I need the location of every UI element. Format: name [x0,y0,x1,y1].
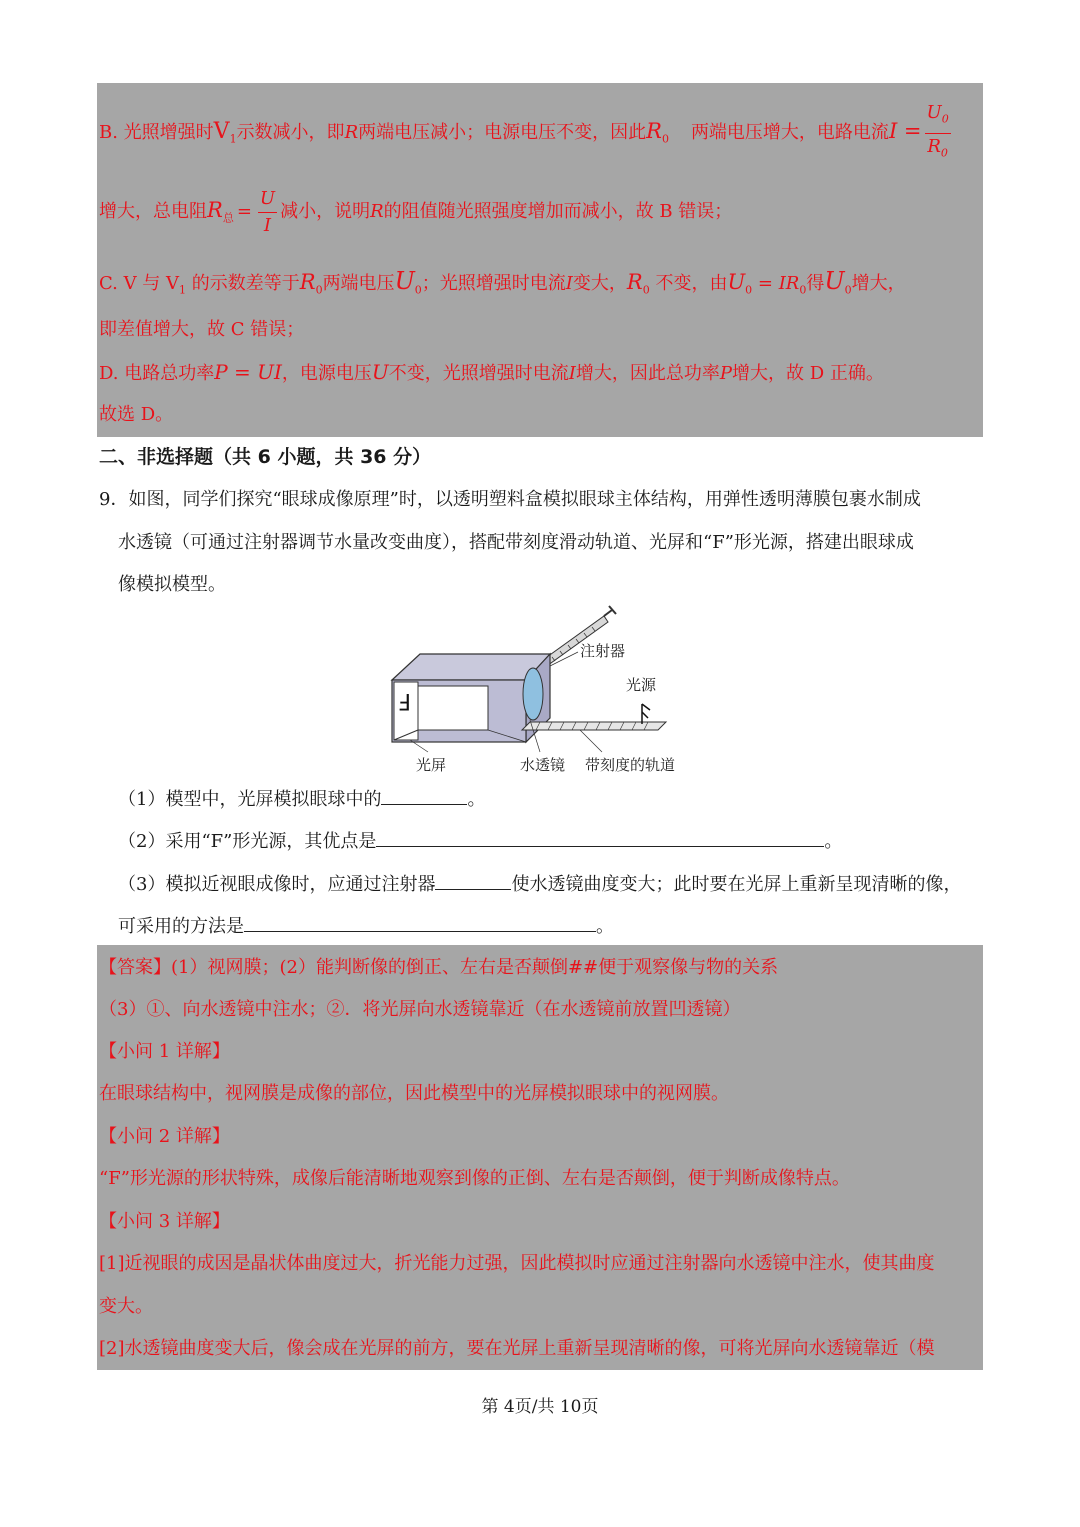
eye-model-figure [380,600,710,780]
graduated-track-illustration [522,722,666,730]
sub-question-3-line2: 可采用的方法是 。 [118,913,614,939]
detail3-text3: [2]水透镜曲度变大后，像会成在光屏的前方，要在光屏上重新呈现清晰的像，可将光屏向水透镜靠近（模 [99,1338,935,1359]
answer-d-line2: 故选 D。 [99,404,174,425]
resistance-fraction: $\frac{U}{I}$ [259,187,276,236]
sub-question-1: （1）模型中，光屏模拟眼球中的 。 [118,786,485,812]
answer-blank-2[interactable] [376,828,824,847]
question9-line3: 像模拟模型。 [118,574,226,595]
sub-question-2: （2）采用“F”形光源，其优点是 。 [118,828,842,854]
detail2-title: 【小问 2 详解】 [99,1126,230,1147]
page-footer: 第 4页/共 10页 [481,1397,599,1417]
label-track: 带刻度的轨道 [585,756,676,774]
answer-c-line1: C. V 与 $V_1$ 的示数差等于$R_0$两端电压$U_0$；光照增强时电流I变大，$R_0$ 不变，由$U_0 = IR_0$得$U_0$增大， [99,267,906,297]
answer-b-line1: B. 光照增强时$V_1$示数减小，即R两端电压减小；电源电压不变，因此$R_0$ 两端电压增大，电路电流I = $\frac{U_0}{R_0}$ [99,100,954,166]
answer-line1: 【答案】(1）视网膜；(2）能判断像的倒正、左右是否颠倒##便于观察像与物的关系 [99,957,779,978]
label-light-source: 光源 [626,676,657,694]
answer-blank-4[interactable] [244,913,596,932]
answer-b-line2: 增大，总电阻$R_总$ = $\frac{U}{I}$ 减小，说明R的阻值随光照强度增加而减小，故 B 错误； [99,185,732,244]
label-water-lens: 水透镜 [520,756,566,774]
detail2-text: “F”形光源的形状特殊，成像后能清晰地观察到像的正倒、左右是否颠倒，便于判断成像特点。 [99,1168,850,1189]
detail3-text1: [1]近视眼的成因是晶状体曲度过大，折光能力过强，因此模拟时应通过注射器向水透镜中注水，使其曲度 [99,1253,935,1274]
label-syringe: 注射器 [580,642,626,660]
label-screen: 光屏 [416,756,447,774]
f-light-source-illustration [642,704,650,724]
section-heading: 二、非选择题（共 6 小题，共 36 分） [99,446,432,468]
answer-c-line2: 即差值增大，故 C 错误； [99,319,305,340]
sub-question-3: （3）模拟近视眼成像时，应通过注射器 使水透镜曲度变大；此时要在光屏上重新呈现清晰的像， [118,871,961,897]
answer-line2: （3）①、向水透镜中注水；②．将光屏向水透镜靠近（在水透镜前放置凹透镜） [99,999,741,1020]
answer-d-line1: D. 电路总功率P = UI，电源电压U不变，光照增强时电流I增大，因此总功率P增大，故 D 正确。 [99,360,884,384]
inverted-f-image: F [398,688,411,713]
question9-line1: 9．如图，同学们探究“眼球成像原理”时，以透明塑料盒模拟眼球主体结构，用弹性透明薄膜包裹水制成 [99,489,921,510]
detail1-text: 在眼球结构中，视网膜是成像的部位，因此模型中的光屏模拟眼球中的视网膜。 [99,1083,729,1104]
detail1-title: 【小问 1 详解】 [99,1041,230,1062]
detail3-title: 【小问 3 详解】 [99,1211,230,1232]
detail3-text2: 变大。 [99,1296,153,1317]
water-lens-illustration [523,668,543,720]
question9-line2: 水透镜（可通过注射器调节水量改变曲度），搭配带刻度滑动轨道、光屏和“F”形光源，搭建出眼球成 [118,532,914,553]
current-fraction: $\frac{U_0}{R_0}$ [926,102,949,160]
answer-blank-3[interactable] [435,871,511,890]
answer-blank-1[interactable] [381,786,467,805]
